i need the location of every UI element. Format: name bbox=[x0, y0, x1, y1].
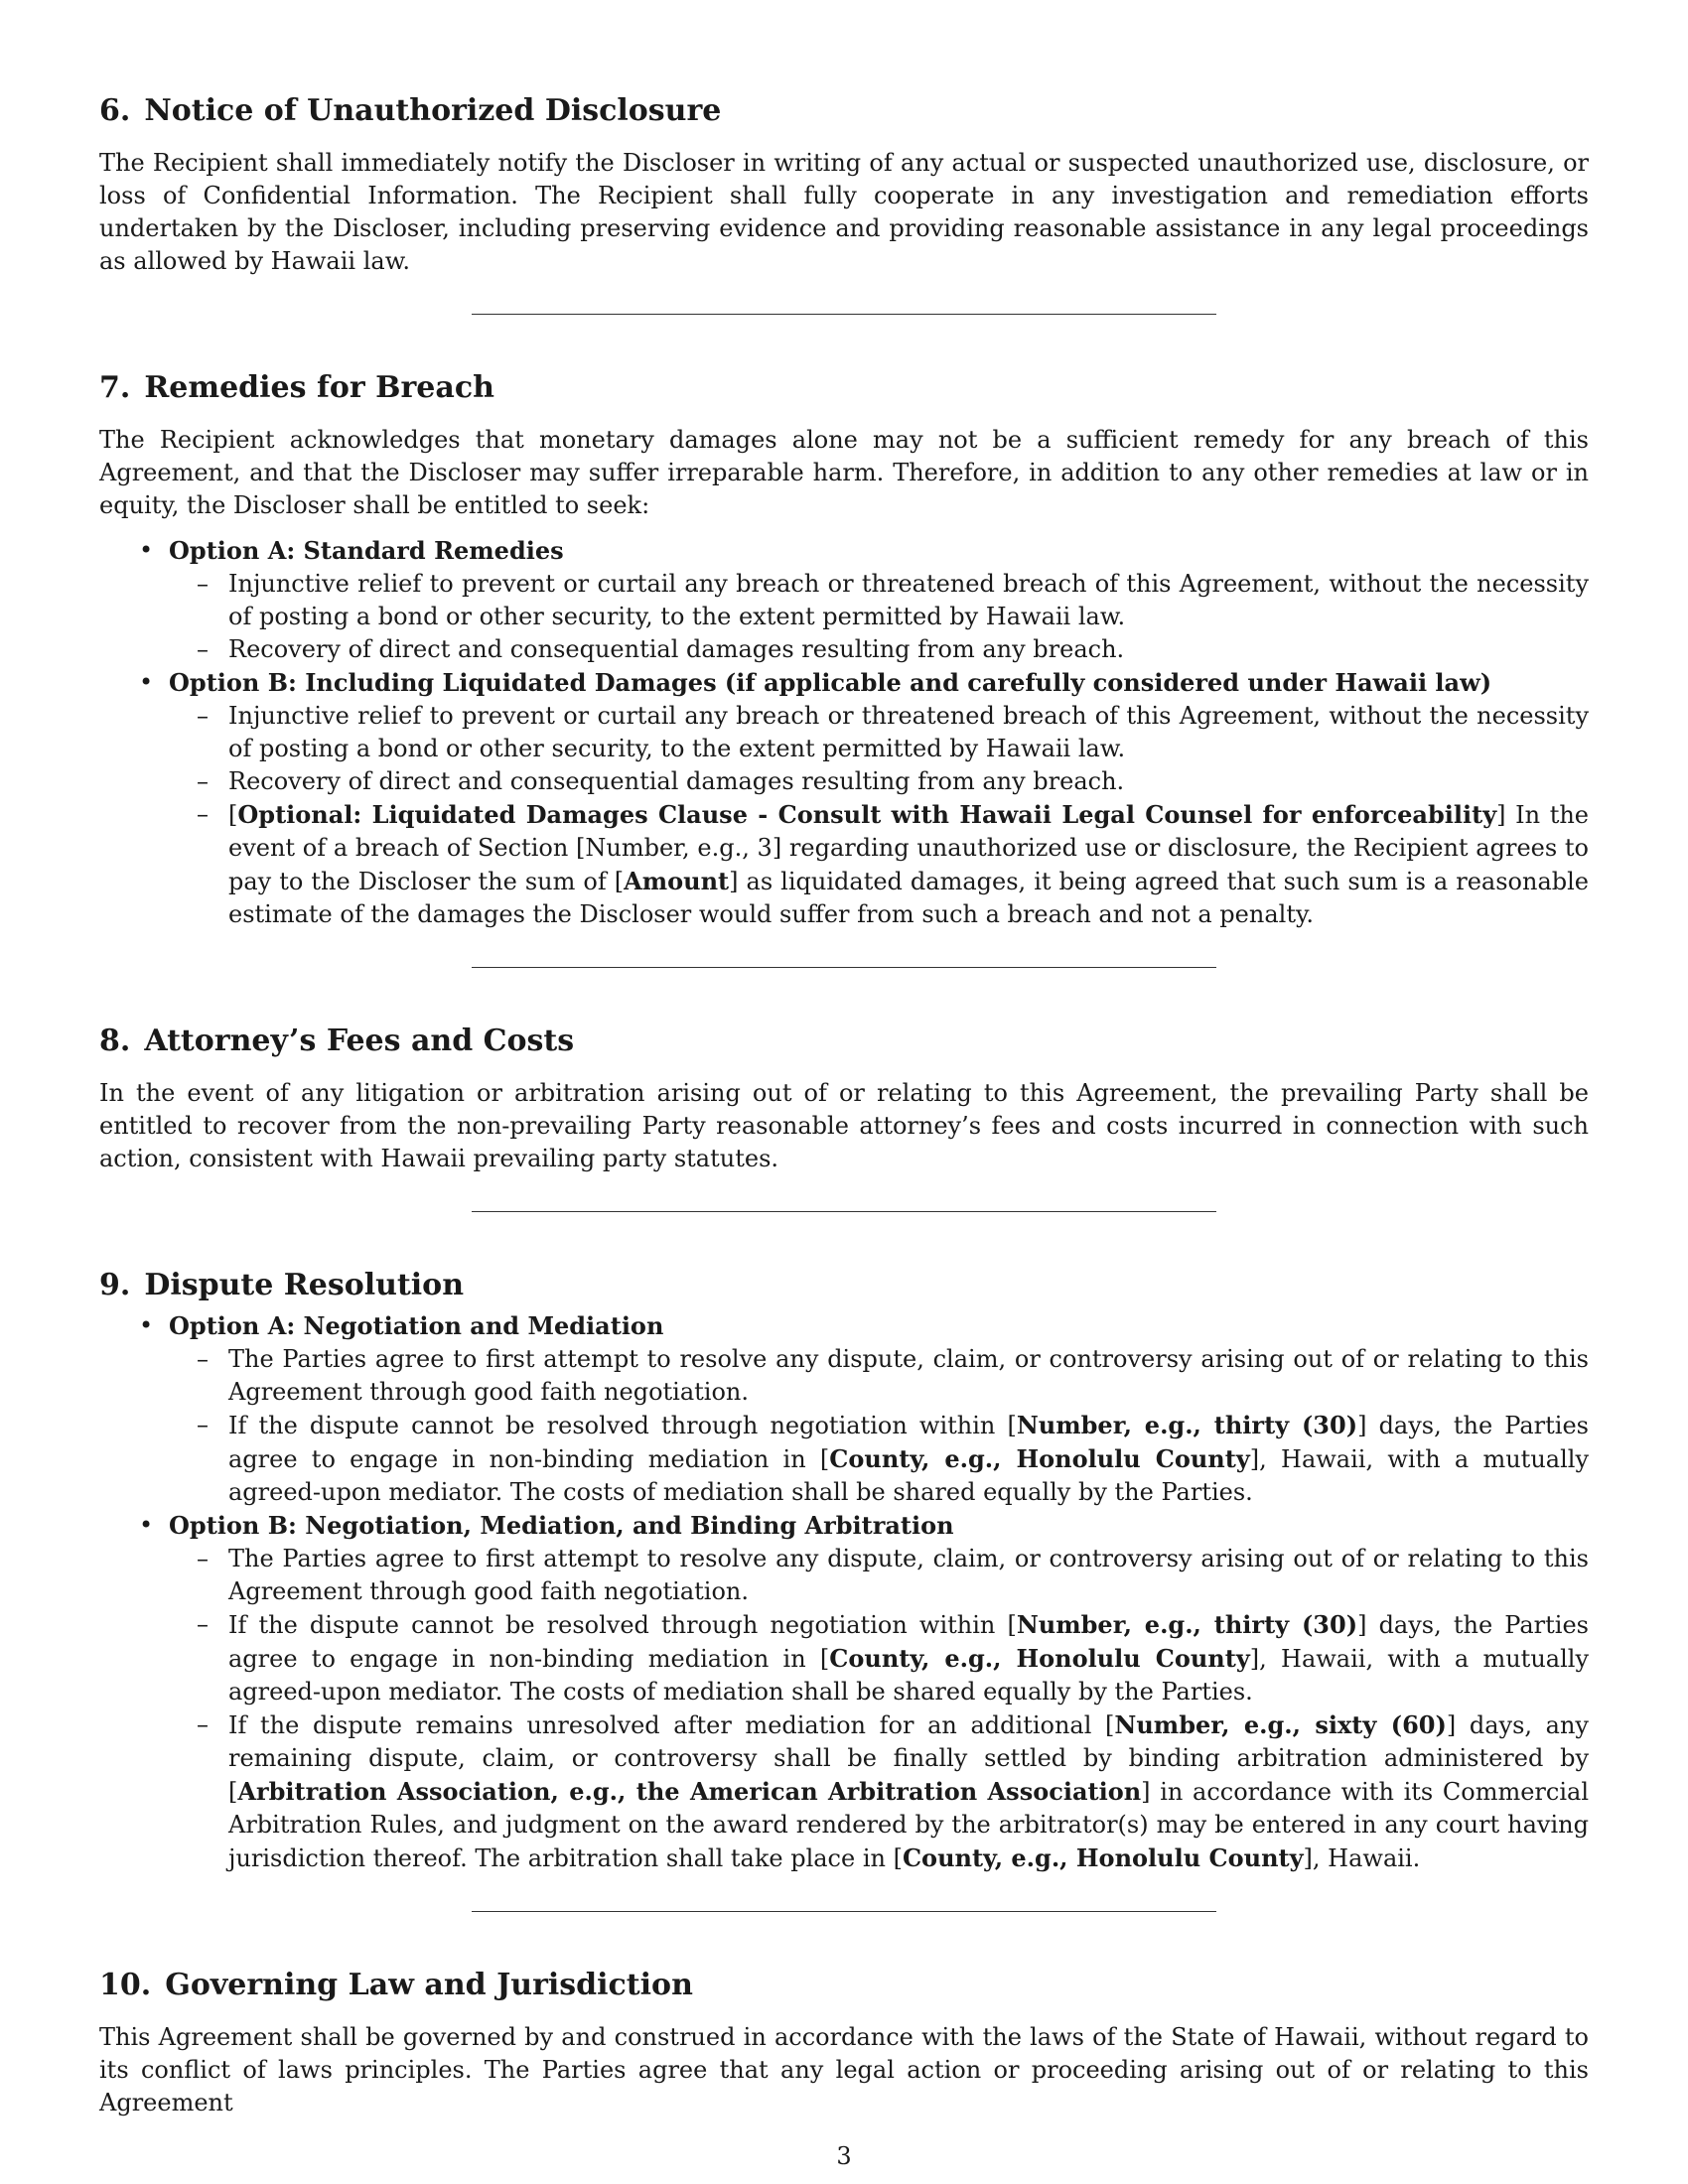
dash-icon: – bbox=[197, 635, 209, 663]
option-item bbox=[99, 666, 1589, 931]
section-heading: 10. Governing Law and Jurisdiction bbox=[99, 1968, 693, 2002]
option-item bbox=[99, 534, 1589, 666]
list-item: – If the dispute remains unresolved after mediation for an additional [Number, e.g., sixty (60)] days, any remaining dispute, claim, or controversy shall be finally settled by binding arbitration administered by [Arbitration Association, e.g., the American Arbitration Association] in accordance with its Commercial Arbitration Rules, and judgment on the award rendered by the arbitrator(s) may be entered in any court having jurisdiction thereof. The arbitration shall take place in [County, e.g., Honolulu County], Hawaii. bbox=[197, 1710, 1590, 1872]
sub-list bbox=[169, 1343, 1589, 1509]
list-item: – The Parties agree to first attempt to resolve any dispute, claim, or controversy arising out of or relating to this Agreement through good faith negotiation. bbox=[197, 1345, 1589, 1406]
dash-icon: – bbox=[197, 570, 209, 598]
bullet-icon: • bbox=[139, 536, 154, 564]
list-item: – If the dispute cannot be resolved through negotiation within [Number, e.g., thirty (30)] days, the Parties agree to engage in non-binding mediation in [County, e.g., Honolulu County], Hawaii, with a mutually agreed-upon mediator. The costs of mediation shall be shared equally by the Parties. bbox=[197, 1411, 1589, 1506]
bullet-icon: • bbox=[139, 668, 154, 696]
section-body: In the event of any litigation or arbitration arising out of or relating to this Agreement, the prevailing Party shall be entitled to recover from the non-prevailing Party reasonable attorney’s fees and costs incurred in connection with such action, consistent with Hawaii prevailing party statutes. bbox=[99, 1079, 1589, 1172]
list-item: – The Parties agree to first attempt to resolve any dispute, claim, or controversy arising out of or relating to this Agreement through good faith negotiation. bbox=[197, 1545, 1589, 1605]
section-body: The Recipient acknowledges that monetary damages alone may not be a sufficient remedy for any breach of this Agreement, and that the Discloser may suffer irreparable harm. Therefore, in addition to any other remedies at law or in equity, the Discloser shall be entitled to seek: bbox=[99, 426, 1589, 519]
option-title: Option B: Including Liquidated Damages (if applicable and carefully considered under Hawaii law) bbox=[169, 668, 1492, 697]
list-item: – Recovery of direct and consequential damages resulting from any breach. bbox=[169, 765, 1589, 798]
document-page bbox=[99, 91, 1589, 2119]
section-divider bbox=[472, 967, 1216, 968]
sub-list bbox=[169, 700, 1589, 931]
section-heading: 7. Remedies for Breach bbox=[99, 370, 494, 405]
dash-icon: – bbox=[197, 800, 209, 828]
option-item bbox=[99, 1509, 1589, 1875]
section-6 bbox=[99, 91, 1589, 278]
section-8 bbox=[99, 1022, 1589, 1175]
list-item: – Injunctive relief to prevent or curtail any breach or threatened breach of this Agreement, without the necessity of posting a bond or other security, to the extent permitted by Hawaii law. bbox=[197, 570, 1589, 630]
section-heading: 9. Dispute Resolution bbox=[99, 1268, 465, 1302]
dash-icon: – bbox=[197, 702, 209, 730]
page-number: 3 bbox=[836, 2142, 852, 2170]
list-item: – [Optional: Liquidated Damages Clause - Consult with Hawaii Legal Counsel for enforceability] In the event of a breach of Section [Number, e.g., 3] regarding unauthorized use or disclosure, the Recipient agrees to pay to the Discloser the sum of [Amount] as liquidated damages, it being agreed that such sum is a reasonable estimate of the damages the Discloser would suffer from such a breach and not a penalty. bbox=[197, 800, 1589, 928]
options-list bbox=[99, 1309, 1589, 1875]
dash-icon: – bbox=[197, 1610, 209, 1638]
option-title: Option A: Negotiation and Mediation bbox=[169, 1311, 664, 1340]
bullet-icon: • bbox=[139, 1511, 154, 1539]
option-title: Option A: Standard Remedies bbox=[169, 536, 564, 565]
sub-list bbox=[169, 568, 1589, 666]
section-divider bbox=[472, 1211, 1216, 1212]
section-9 bbox=[99, 1266, 1589, 1875]
dash-icon: – bbox=[197, 1345, 209, 1373]
section-divider bbox=[472, 1911, 1216, 1912]
section-body: The Recipient shall immediately notify the Discloser in writing of any actual or suspected unauthorized use, disclosure, or loss of Confidential Information. The Recipient shall fully cooperate in any investigation and remediation efforts undertaken by the Discloser, including preserving evidence and providing reasonable assistance in any legal proceedings as allowed by Hawaii law. bbox=[99, 149, 1589, 275]
section-body: This Agreement shall be governed by and construed in accordance with the laws of the State of Hawaii, without regard to its conflict of laws principles. The Parties agree that any legal action or proceeding arising out of or relating to this Agreement bbox=[99, 2023, 1589, 2116]
list-item: – If the dispute cannot be resolved through negotiation within [Number, e.g., thirty (30)] days, the Parties agree to engage in non-binding mediation in [County, e.g., Honolulu County], Hawaii, with a mutually agreed-upon mediator. The costs of mediation shall be shared equally by the Parties. bbox=[197, 1610, 1589, 1706]
dash-icon: – bbox=[197, 767, 209, 795]
section-heading: 6. Notice of Unauthorized Disclosure bbox=[99, 93, 722, 128]
options-list bbox=[99, 534, 1589, 931]
section-10 bbox=[99, 1966, 1589, 2119]
section-divider bbox=[472, 314, 1216, 315]
list-item: – Injunctive relief to prevent or curtail any breach or threatened breach of this Agreement, without the necessity of posting a bond or other security, to the extent permitted by Hawaii law. bbox=[197, 702, 1589, 762]
sub-list bbox=[169, 1543, 1589, 1875]
list-item: – Recovery of direct and consequential damages resulting from any breach. bbox=[169, 633, 1589, 666]
dash-icon: – bbox=[197, 1710, 209, 1738]
section-heading: 8. Attorney’s Fees and Costs bbox=[99, 1024, 575, 1058]
option-title: Option B: Negotiation, Mediation, and Binding Arbitration bbox=[169, 1511, 954, 1540]
dash-icon: – bbox=[197, 1545, 209, 1572]
section-7 bbox=[99, 368, 1589, 931]
option-item bbox=[99, 1309, 1589, 1509]
bullet-icon: • bbox=[139, 1311, 154, 1339]
dash-icon: – bbox=[197, 1411, 209, 1438]
